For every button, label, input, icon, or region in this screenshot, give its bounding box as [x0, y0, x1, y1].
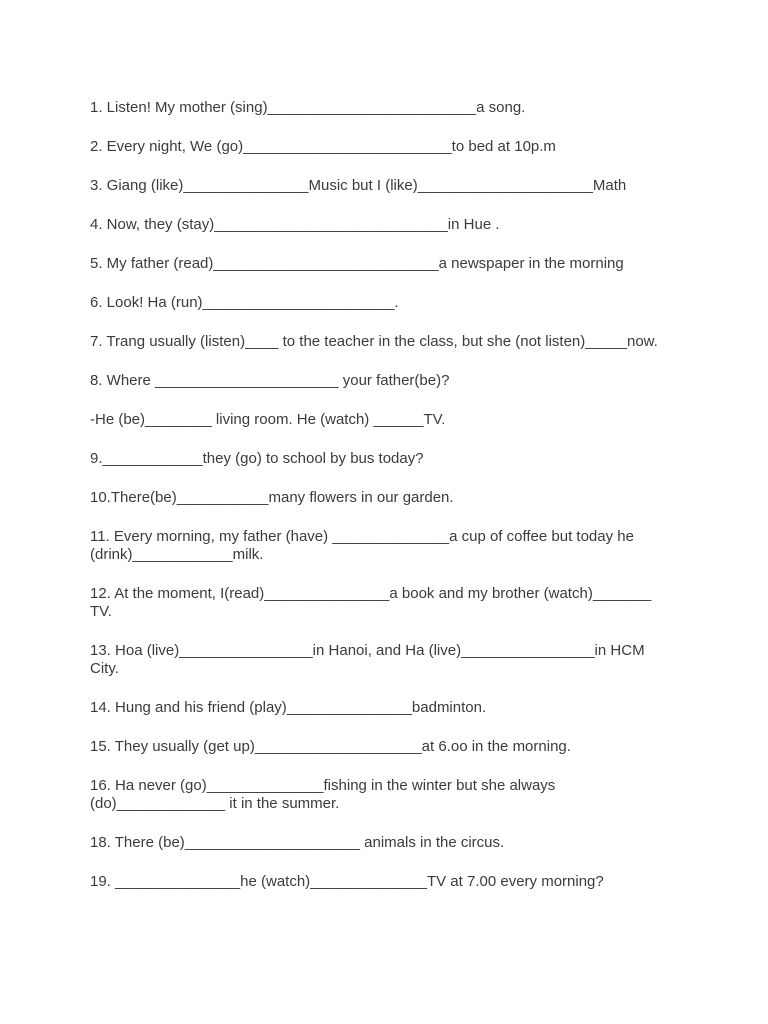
exercise-line: 12. At the moment, I(read)_______________a book and my brother (watch)_______ TV.	[90, 585, 652, 620]
exercise-line: 2. Every night, We (go)_________________________to bed at 10p.m	[90, 138, 556, 155]
exercise-line: 16. Ha never (go)______________fishing in the winter but she always (do)_____________ it in the summer.	[90, 777, 556, 812]
exercise-line: 6. Look! Ha (run)_______________________.	[90, 294, 399, 311]
exercise-line: 9.____________they (go) to school by bus today?	[90, 450, 424, 467]
exercise-line: 1. Listen! My mother (sing)_________________________a song.	[90, 99, 526, 116]
exercise-line: -He (be)________ living room. He (watch) ______TV.	[90, 411, 446, 428]
exercise-line: 4. Now, they (stay)____________________________in Hue .	[90, 216, 500, 233]
exercise-line: 13. Hoa (live)________________in Hanoi, and Ha (live)________________in HCM City.	[90, 642, 645, 677]
exercise-line: 3. Giang (like)_______________Music but I (like)_____________________Math	[90, 177, 627, 194]
worksheet-page	[90, 99, 680, 912]
exercise-line: 19. _______________he (watch)______________TV at 7.00 every morning?	[90, 873, 604, 890]
exercise-line: 15. They usually (get up)____________________at 6.oo in the morning.	[90, 738, 571, 755]
exercise-line: 18. There (be)_____________________ animals in the circus.	[90, 834, 505, 851]
exercise-line: 10.There(be)___________many flowers in our garden.	[90, 489, 454, 506]
exercise-line: 14. Hung and his friend (play)_______________badminton.	[90, 699, 487, 716]
exercise-line: 7. Trang usually (listen)____ to the teacher in the class, but she (not listen)_____now.	[90, 333, 658, 350]
exercise-line: 11. Every morning, my father (have) ______________a cup of coffee but today he (drink)____________milk.	[90, 528, 634, 563]
exercise-line: 8. Where ______________________ your father(be)?	[90, 372, 450, 389]
exercise-line: 5. My father (read)___________________________a newspaper in the morning	[90, 255, 624, 272]
